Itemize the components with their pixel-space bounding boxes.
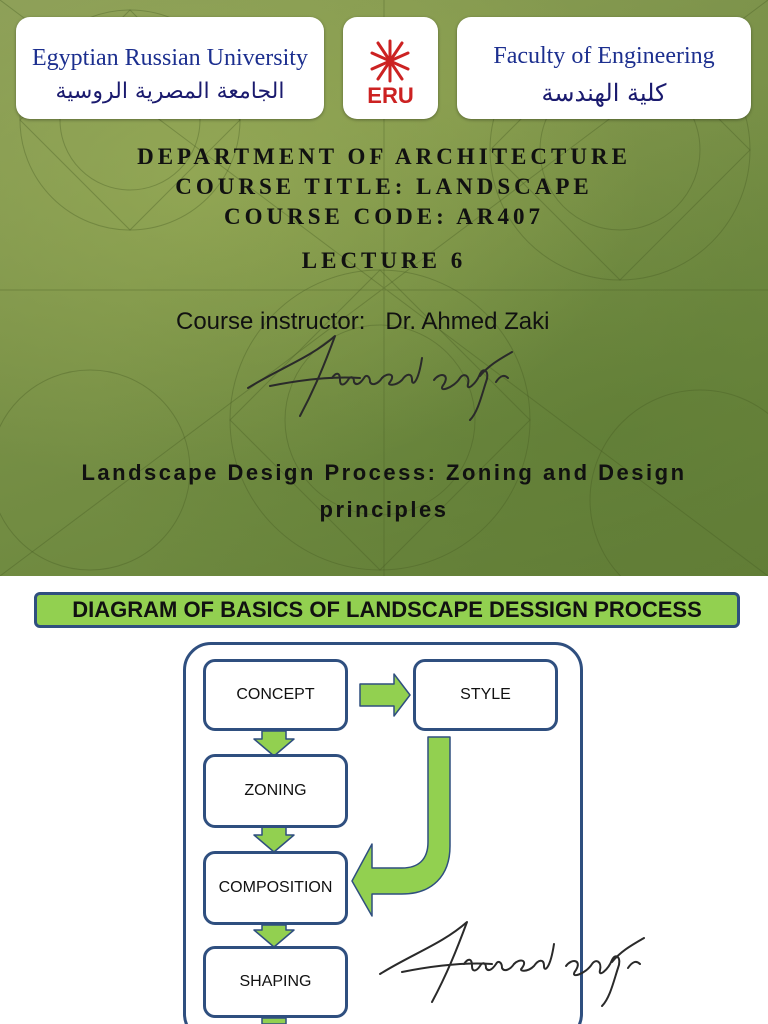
eru-logo-text: ERU [367, 83, 414, 108]
step-concept: CONCEPT [203, 659, 348, 731]
course-instructor: Course instructor: Dr. Ahmed Zaki [176, 308, 550, 335]
curved-arrow-icon [352, 737, 450, 916]
faculty-name-arabic: كلية الهندسة [541, 79, 667, 107]
star-icon [370, 39, 410, 83]
handwritten-signature [240, 328, 530, 428]
handwritten-signature [372, 914, 662, 1014]
eru-logo [343, 17, 438, 119]
step-shaping: SHAPING [203, 946, 348, 1018]
step-composition: COMPOSITION [203, 851, 348, 925]
department-title: DEPARTMENT OF ARCHITECTURE [137, 144, 631, 169]
diagram-title: DIAGRAM OF BASICS OF LANDSCAPE DESSIGN PROCESS [34, 592, 740, 628]
lecture-number: LECTURE 6 [301, 248, 467, 273]
university-name-arabic: الجامعة المصرية الروسية [55, 79, 285, 104]
arrow-right-icon [360, 674, 410, 716]
arrow-down-icon [254, 731, 294, 756]
step-zoning: ZONING [203, 754, 348, 828]
faculty-name-english: Faculty of Engineering [493, 43, 715, 69]
course-title: COURSE TITLE: LANDSCAPE [175, 174, 593, 199]
lecture-subtitle: Landscape Design Process: Zoning and Design principles [81, 460, 687, 522]
faculty-logo [457, 17, 751, 119]
arrow-down-icon [262, 1018, 286, 1024]
university-name-english: Egyptian Russian University [32, 45, 308, 71]
diagram-slide [0, 576, 768, 1024]
university-logo [16, 17, 324, 119]
step-style: STYLE [413, 659, 558, 731]
course-code: COURSE CODE: AR407 [224, 204, 544, 229]
arrow-down-icon [254, 925, 294, 947]
